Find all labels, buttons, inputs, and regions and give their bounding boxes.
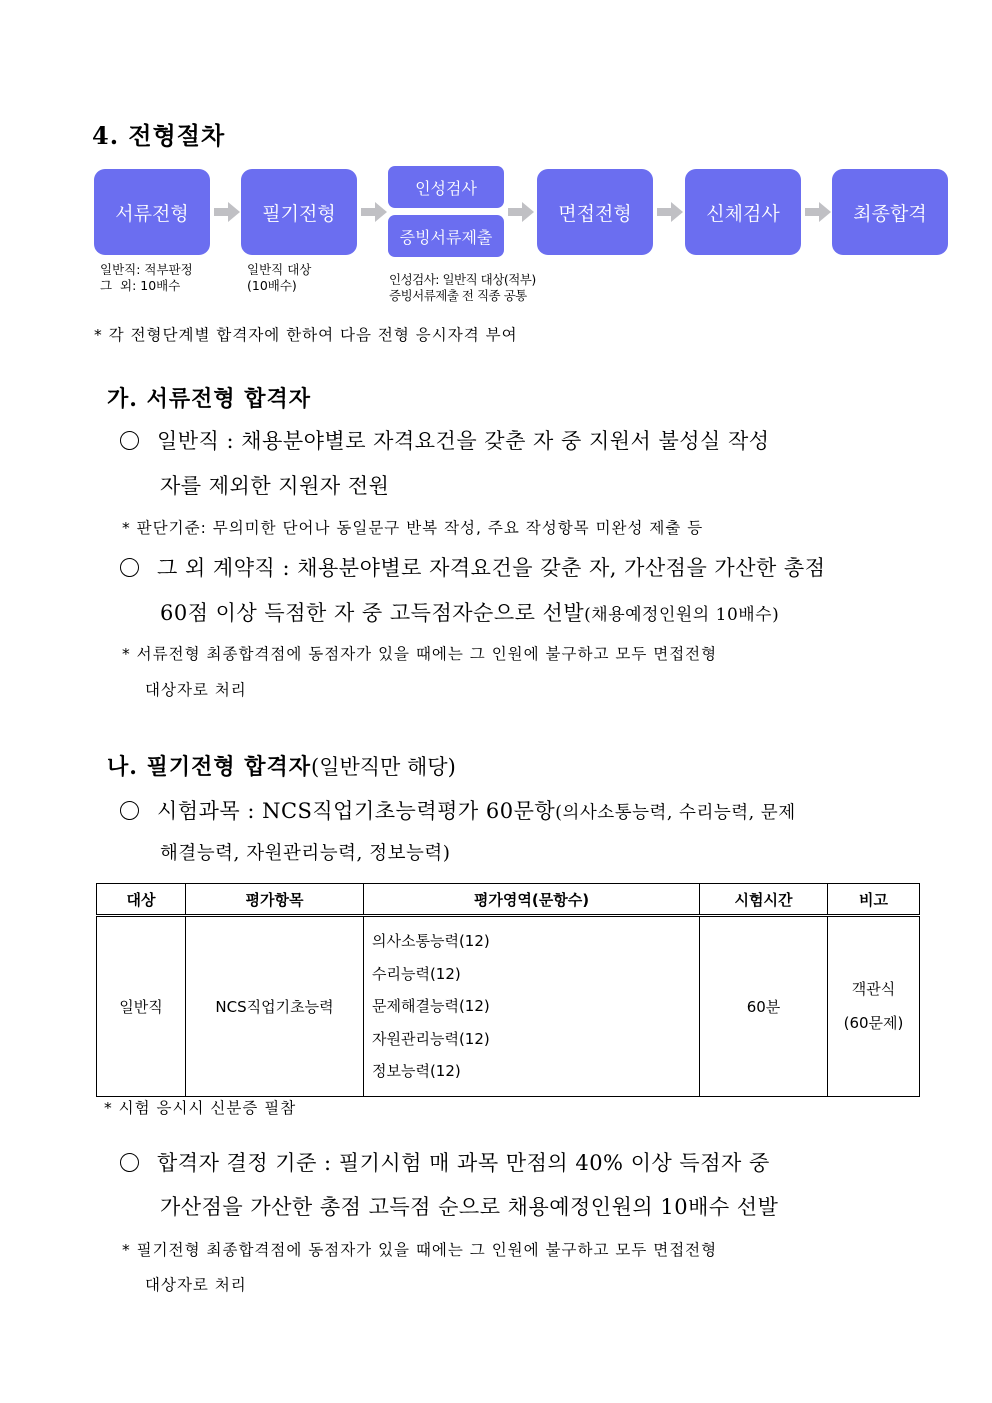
table-cell-areas (364, 916, 700, 1097)
remark-line: 객관식 (851, 980, 896, 999)
na-item1-line1 (120, 795, 796, 825)
table-cell-item: NCS직업기초능력 (186, 916, 364, 1097)
table-header: 시험시간 (700, 884, 828, 916)
ga-item1-line2: 자를 제외한 지원자 전원 (160, 474, 390, 498)
table-cell-time: 60분 (700, 916, 828, 1097)
ga-item2-text: 그 외 계약직 : 채용분야별로 자격요건을 갖춘 자, 가산점을 가산한 총점 (157, 556, 826, 580)
na-item2-line2: 가산점을 가산한 총점 고득점 순으로 채용예정인원의 10배수 선발 (160, 1195, 779, 1219)
table-cell-remark (828, 916, 920, 1097)
ga-item2-paren: (채용예정인원의 10배수) (584, 605, 780, 625)
arrow-right-icon (805, 202, 831, 222)
flow-step-document: 서류전형 (94, 169, 210, 255)
flow-footnote: * 각 전형단계별 합격자에 한하여 다음 전형 응시자격 부여 (94, 326, 518, 344)
remark-line: (60문제) (843, 1014, 904, 1033)
table-header: 비고 (828, 884, 920, 916)
table-row (97, 916, 920, 1097)
section-ga-title: 가. 서류전형 합격자 (107, 386, 311, 412)
ga-note1: * 판단기준: 무의미한 단어나 동일문구 반복 작성, 주요 작성항목 미완성 제출 등 (122, 519, 704, 537)
flow-step-written: 필기전형 (241, 169, 357, 255)
ga-item1-line1 (120, 425, 770, 455)
bullet-circle-icon (120, 1153, 139, 1172)
na-item2-text: 합격자 결정 기준 : 필기시험 매 과목 만점의 40% 이상 득점자 중 (157, 1151, 770, 1175)
area-item: 문제해결능력(12) (372, 997, 490, 1015)
flow-step-final: 최종합격 (832, 169, 948, 255)
na-item1-paren: (의사소통능력, 수리능력, 문제 (555, 803, 796, 823)
flow-step-interview: 면접전형 (537, 169, 653, 255)
table-header: 대상 (97, 884, 186, 916)
table-header-row (97, 884, 920, 916)
bullet-circle-icon (120, 431, 139, 450)
na-note-line1: * 필기전형 최종합격점에 동점자가 있을 때에는 그 인원에 불구하고 모두 면접전형 (122, 1241, 718, 1259)
flow-step-documents-submission: 증빙서류제출 (388, 215, 504, 257)
arrow-right-icon (214, 202, 240, 222)
area-item: 정보능력(12) (372, 1062, 461, 1080)
ga-note2-line2: 대상자로 처리 (145, 681, 247, 699)
ga-item2-line2 (160, 597, 779, 627)
arrow-right-icon (361, 202, 387, 222)
na-item1-line2: 해결능력, 자원관리능력, 정보능력) (160, 843, 451, 864)
ga-item2-line2-text: 60점 이상 득점한 자 중 고득점자순으로 선발 (160, 601, 585, 625)
table-cell-target: 일반직 (97, 916, 186, 1097)
section-na-title-text: 나. 필기전형 합격자 (107, 754, 311, 780)
table-header: 평가항목 (186, 884, 364, 916)
flow-note-written: 일반직 대상 (10배수) (247, 262, 312, 293)
ga-item2-line1 (120, 552, 826, 582)
area-item: 자원관리능력(12) (372, 1029, 490, 1048)
section-na-title-suffix: (일반직만 해당) (311, 755, 456, 779)
table-header: 평가영역(문항수) (364, 884, 700, 916)
na-item1-text: 시험과목 : NCS직업기초능력평가 60문항 (157, 799, 556, 823)
arrow-right-icon (508, 202, 534, 222)
bullet-circle-icon (120, 801, 139, 820)
section-na-title (107, 750, 456, 781)
bullet-circle-icon (120, 558, 139, 577)
area-item: 의사소통능력(12) (372, 932, 490, 950)
section-title: 4. 전형절차 (92, 121, 226, 150)
evaluation-table (96, 883, 920, 1097)
flow-step-medical: 신체검사 (685, 169, 801, 255)
flow-note-document: 일반직: 적부판정 그 외: 10배수 (100, 262, 193, 293)
table-note: * 시험 응시시 신분증 필참 (104, 1099, 297, 1117)
area-item: 수리능력(12) (372, 964, 461, 983)
flow-note-aptitude: 인성검사: 일반직 대상(적부) 증빙서류제출 전 직종 공통 (389, 272, 536, 303)
ga-item1-text: 일반직 : 채용분야별로 자격요건을 갖춘 자 중 지원서 불성실 작성 (157, 429, 770, 453)
flow-step-aptitude: 인성검사 (388, 166, 504, 208)
na-note-line2: 대상자로 처리 (145, 1276, 247, 1294)
ga-note2-line1: * 서류전형 최종합격점에 동점자가 있을 때에는 그 인원에 불구하고 모두 면접전형 (122, 645, 718, 663)
na-item2-line1 (120, 1147, 770, 1177)
arrow-right-icon (657, 202, 683, 222)
